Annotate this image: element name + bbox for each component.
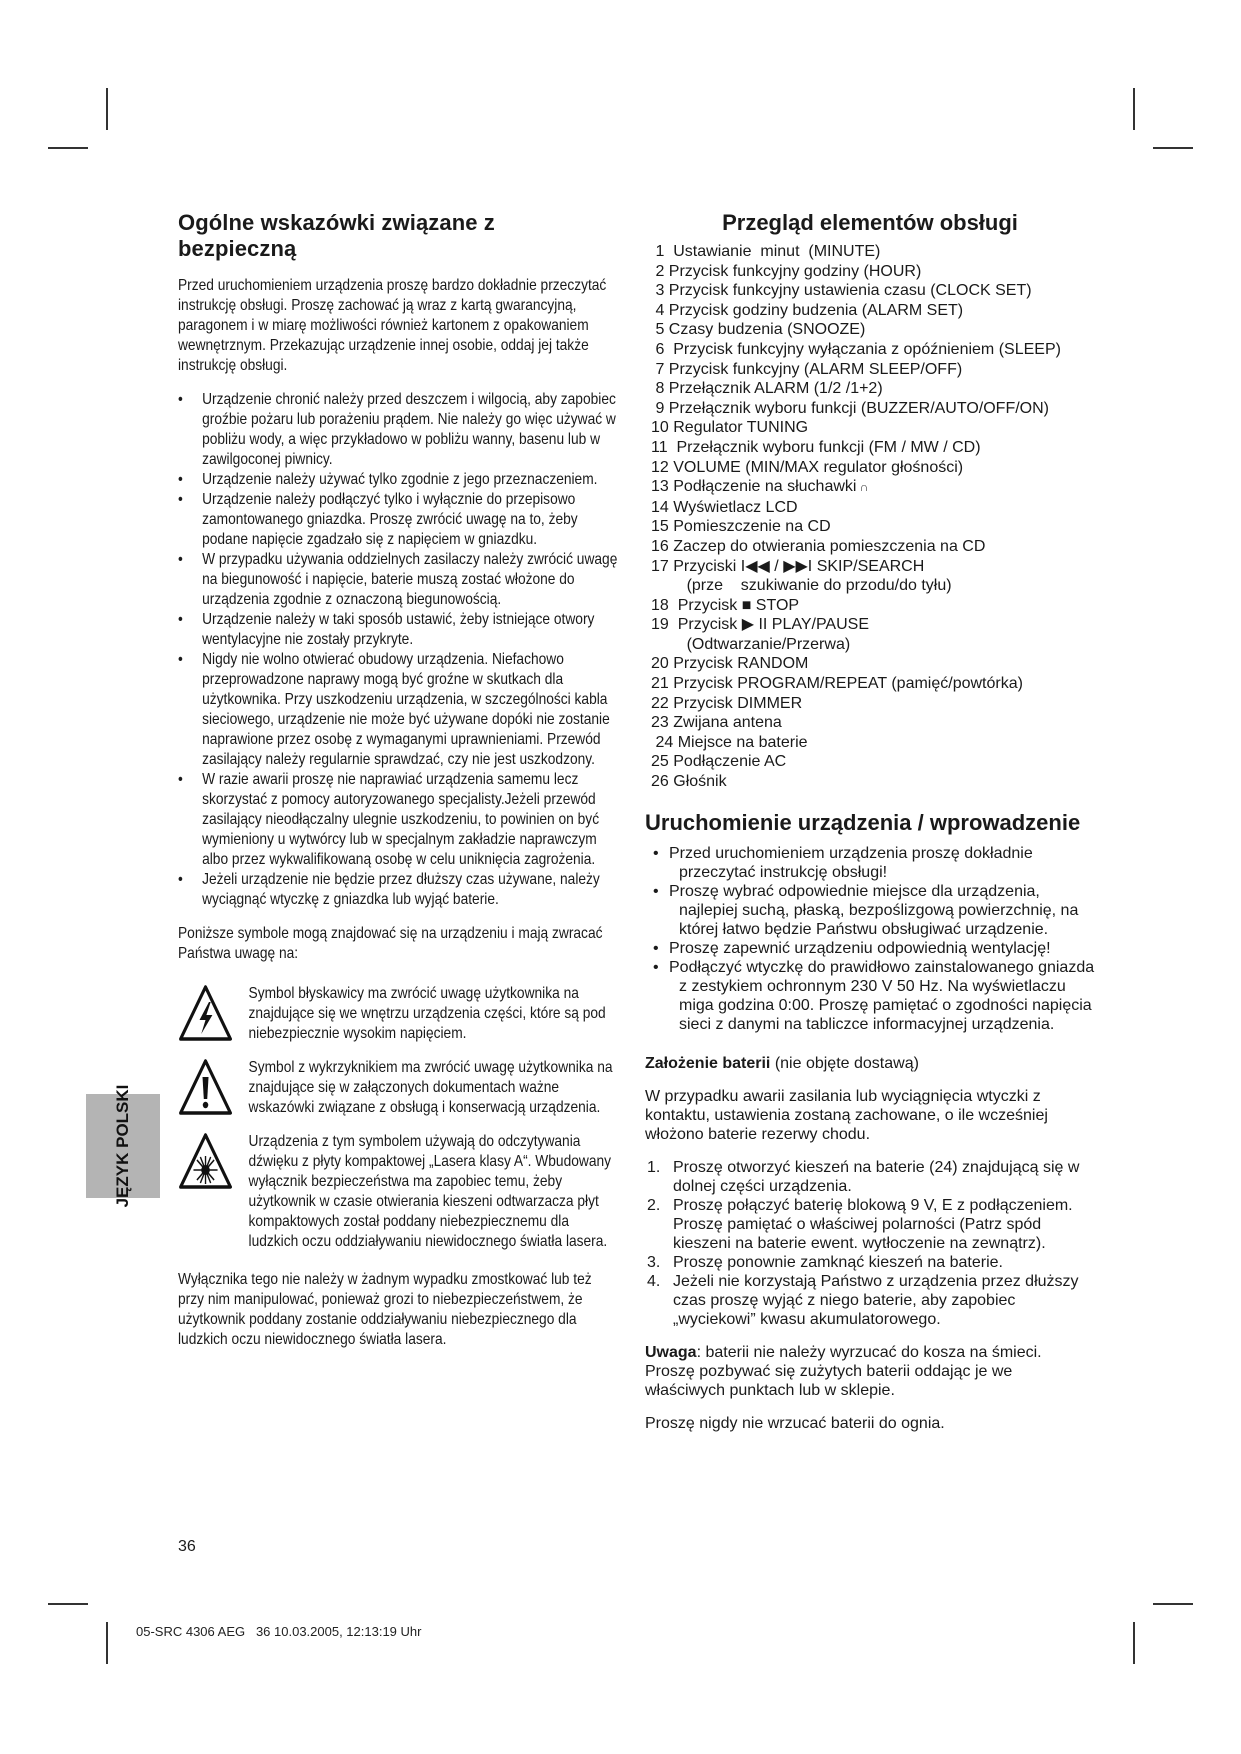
warning-label: Uwaga [645,1343,697,1361]
safety-bullet: • Urządzenie należy podłączyć tylko i wyłącznie do przepisowo zamontowanego gniazdka. Proszę zwrócić uwagę na to, żeby podane napięcie zgadzało się z napięciem w gniazdku. [178,490,618,550]
control-item: (Odtwarzanie/Przerwa) [651,635,851,653]
step-number: 1. [647,1158,661,1176]
safety-bullet: • Jeżeli urządzenie nie będzie przez dłuższy czas używane, należy wyciągnąć wtyczkę z gniazdka lub wyjąć baterie. [178,870,618,910]
control-item: 2 Przycisk funkcyjny godziny (HOUR) [651,262,922,280]
headphone-icon: ∩ [856,480,869,495]
symbol-item [178,1132,618,1252]
step-number: 4. [647,1272,661,1290]
control-item: 16 Zaczep do otwierania pomieszczenia na CD [651,537,986,555]
safety-bullets [178,390,618,910]
control-item-text: 13 Podłączenie na słuchawki [651,478,857,496]
symbol-item [178,1058,618,1122]
control-item: 25 Podłączenie AC [651,753,787,771]
crop-mark [48,1603,88,1605]
setup-body [645,844,1095,1433]
battery-title: Założenie baterii [645,1054,771,1072]
battery-step [645,1272,1095,1329]
page-number: 36 [178,1538,196,1555]
crop-mark [106,1622,108,1664]
control-item: 9 Przełącznik wyboru funkcji (BUZZER/AUTO/OFF/ON) [651,399,1049,417]
control-item: 14 Wyświetlacz LCD [651,498,798,516]
language-tab-label: JĘZYK POLSKI [113,1084,132,1208]
step-text: Jeżeli nie korzystają Państwo z urządzenia przez dłuższy czas proszę wyjąć z niego baterie, aby zapobiec „wyciekowi” kwasu akumulatorowego. [673,1272,1079,1328]
crop-mark [106,88,108,130]
symbol-text: Symbol z wykrzyknikiem ma zwrócić uwagę użytkownika na znajdujące się w załączonych dokumentach ważne wskazówki związane z obsługą i konserwacją urządzenia. [248,1059,613,1116]
step-number: 3. [647,1253,661,1271]
control-item: (prze szukiwanie do przodu/do tyłu) [651,577,952,595]
control-item: 10 Regulator TUNING [651,419,809,437]
step-number: 2. [647,1196,661,1214]
crop-mark [1153,147,1193,149]
control-item: 7 Przycisk funkcyjny (ALARM SLEEP/OFF) [651,360,963,378]
fire-note: Proszę nigdy nie wrzucać baterii do ognia. [645,1414,945,1432]
control-item: 22 Przycisk DIMMER [651,694,803,712]
crop-mark [48,147,88,149]
safety-bullet: • Urządzenie należy w taki sposób ustawić, żeby istniejące otwory wentylacyjne nie zostały przykryte. [178,610,618,650]
crop-mark [1153,1603,1193,1605]
setup-bullet: • Podłączyć wtyczkę do prawidłowo zainstalowanego gniazda z zestykiem ochronnym 230 V 50 Hz. Na wyświetlaczu miga godzina 0:00. Proszę pamiętać o zgodności napięcia sieci z danymi na tabliczce informacyjnej urządzenia. [655,958,1095,1034]
symbol-text: Urządzenia z tym symbolem używają do odczytywania dźwięku z płyty kompaktowej „Lasera klasy A“. Wbudowany wyłącznik bezpieczeństwa ma zapobiec temu, żeby użytkownik w czasie otwierania kieszeni odtwarzacza płyt kompaktowych został poddany niebezpiecznemu dla ludzkich oczu oddziaływaniu niewidocznego światła lasera. [248,1133,612,1250]
controls-heading: Przegląd elementów obsługi [722,210,1018,235]
control-item: 12 VOLUME (MIN/MAX regulator głośności) [651,458,964,476]
safety-heading: Ogólne wskazówki związane z bezpieczną [178,210,495,261]
controls-list [645,242,1095,792]
step-text: Proszę połączyć baterię blokową 9 V, E z podłączeniem. Proszę pamiętać o właściwej polarności (Patrz spód kieszeni na baterie ewent. wytłoczenie na zewnątrz). [673,1196,1073,1252]
setup-bullet: • Przed uruchomieniem urządzenia proszę dokładnie przeczytać instrukcję obsługi! [655,844,1095,882]
setup-bullet: • Proszę wybrać odpowiednie miejsce dla urządzenia, najlepiej suchą, płaską, bezpoślizgową powierzchnię, na której łatwo będzie Państwu obsługiwać urządzenie. [655,882,1095,939]
laser-closing-note: Wyłącznika tego nie należy w żadnym wypadku zmostkować lub też przy nim manipulować, ponieważ grozi to niebezpieczeństwem, że użytkownik poddany zostanie oddziaływaniu niebezpiecznego dla ludzkich oczu niewidocznego światła lasera. [178,1271,592,1348]
control-item: 17 Przyciski I◀◀ / ▶▶I SKIP/SEARCH [651,557,925,575]
setup-heading: Uruchomienie urządzenia / wprowadzenie [645,809,1081,835]
battery-heading [645,1054,1095,1073]
control-item: 26 Głośnik [651,773,727,791]
crop-mark [1133,88,1135,130]
control-item: 11 Przełącznik wyboru funkcji (FM / MW / CD) [651,438,981,456]
crop-mark [1133,1622,1135,1664]
control-item [651,477,1095,498]
control-item: 5 Czasy budzenia (SNOOZE) [651,321,866,339]
battery-step [645,1196,1095,1253]
safety-intro: Przed uruchomieniem urządzenia proszę bardzo dokładnie przeczytać instrukcję obsługi. Proszę zachować ją wraz z kartą gwarancyjną, paragonem i w miarę możliwości również kartonem z opakowaniem wewnętrznym. Przekazując urządzenie innej osobie, oddaj jej także instrukcję obsługi. [178,277,607,374]
battery-note: (nie objęte dostawą) [774,1054,919,1072]
symbol-text: Symbol błyskawicy ma zwrócić uwagę użytkownika na znajdujące się we wnętrzu urządzenia części, które są pod niebezpiecznie wysokim napięciem. [248,985,606,1042]
controls-column [645,210,1095,1433]
control-item: 3 Przycisk funkcyjny ustawienia czasu (CLOCK SET) [651,282,1032,300]
safety-bullet: • Urządzenie chronić należy przed deszczem i wilgocią, aby zapobiec groźbie pożaru lub porażeniu prądem. Nie należy go więc używać w pobliżu wody, a więc przykładowo w pobliżu wanny, basenu lub w zawilgoconej piwnicy. [178,390,618,470]
battery-warning [645,1343,1095,1400]
control-item: 21 Przycisk PROGRAM/REPEAT (pamięć/powtórka) [651,675,1023,693]
control-item: 6 Przycisk funkcyjny wyłączania z opóźnieniem (SLEEP) [651,340,1061,358]
control-item: 18 Przycisk ■ STOP [651,596,800,614]
language-tab [86,1084,160,1208]
battery-intro: W przypadku awarii zasilania lub wyciągnięcia wtyczki z kontaktu, ustawienia zostaną zachowane, o ile wcześniej włożono baterie rezerwy chodu. [645,1087,1048,1143]
control-item: 15 Pomieszczenie na CD [651,518,831,536]
control-item: 19 Przycisk ▶ II PLAY/PAUSE [651,616,869,634]
battery-steps [645,1158,1095,1329]
safety-bullet: • Urządzenie należy używać tylko zgodnie z jego przeznaczeniem. [178,470,618,490]
step-text: Proszę ponownie zamknąć kieszeń na baterie. [673,1253,1003,1271]
battery-step [645,1158,1095,1196]
safety-body [178,276,618,1350]
control-item: 23 Zwijana antena [651,714,782,732]
warning-text: : baterii nie należy wyrzucać do kosza na śmieci. Proszę pozbywać się zużytych baterii oddając je we właściwych punktach lub w sklepie. [645,1343,1042,1399]
battery-step [645,1253,1095,1272]
safety-bullet: • W przypadku używania oddzielnych zasilaczy należy zwrócić uwagę na biegunowość i napięcie, baterie muszą zostać włożone do urządzenia zgodnie z oznaczoną biegunowością. [178,550,618,610]
control-item: 1 Ustawianie minut (MINUTE) [651,243,881,260]
exclamation-warning-icon [178,1058,233,1122]
control-item: 20 Przycisk RANDOM [651,655,809,673]
setup-bullets [645,844,1095,1034]
control-item: 4 Przycisk godziny budzenia (ALARM SET) [651,301,964,319]
safety-column [178,210,618,1350]
symbols-intro: Poniższe symbole mogą znajdować się na urządzeniu i mają zwracać Państwa uwagę na: [178,925,603,962]
control-item: 24 Miejsce na baterie [651,733,808,751]
lightning-warning-icon [178,984,233,1048]
setup-bullet: • Proszę zapewnić urządzeniu odpowiednią wentylację! [655,939,1095,958]
safety-bullet: • W razie awarii proszę nie naprawiać urządzenia samemu lecz skorzystać z pomocy autoryzowanego specjalisty.Jeżeli przewód zasilający nieodłączalny ulegnie uszkodzeniu, to powinien on być wymieniony u wytwórcy lub w specjalnym zakładzie naprawczym albo przez wykwalifikowaną osobę w celu uniknięcia zagrożenia. [178,770,618,870]
control-item: 8 Przełącznik ALARM (1/2 /1+2) [651,380,883,398]
laser-warning-icon [178,1132,233,1252]
step-text: Proszę otworzyć kieszeń na baterie (24) znajdującą się w dolnej części urządzenia. [673,1158,1080,1195]
safety-bullet: • Nigdy nie wolno otwierać obudowy urządzenia. Niefachowo przeprowadzone naprawy mogą być groźne w skutkach dla użytkownika. Przy uszkodzeniu urządzenia, w szczególności kabla sieciowego, urządzenie nie może być używane dopóki nie zostanie naprawione przez osobę z wymaganymi uprawnieniami. Przewód zasilający należy regularnie sprawdzać, czy nie jest uszkodzony. [178,650,618,770]
print-footer: 05-SRC 4306 AEG 36 10.03.2005, 12:13:19 Uhr [136,1624,422,1639]
symbol-item [178,984,618,1048]
